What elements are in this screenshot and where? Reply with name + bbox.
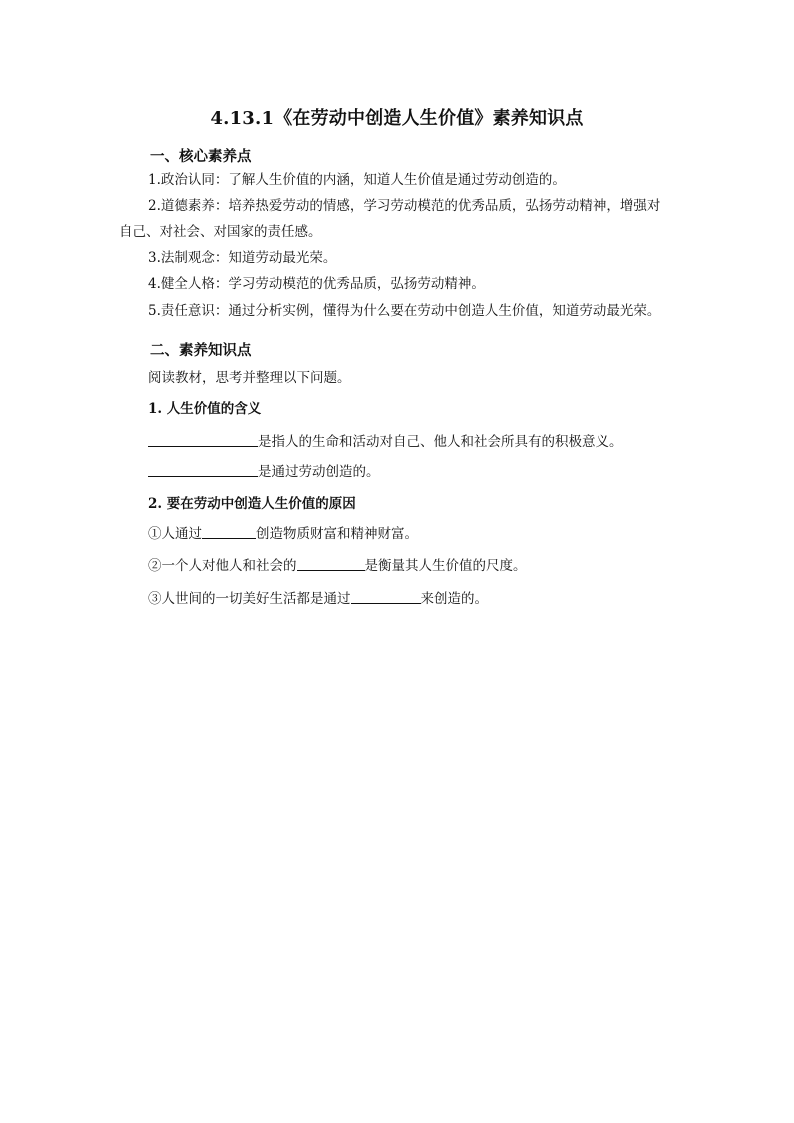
fill-blank[interactable] bbox=[351, 589, 421, 604]
core-item-2: 2.道德素养：培养热爱劳动的情感，学习劳动模范的优秀品质，弘扬劳动精神，增强对 bbox=[148, 198, 661, 214]
q1-line-1-text: 是指人的生命和活动对自己、他人和社会所具有的积极意义。 bbox=[258, 434, 623, 450]
core-item-5: 5.责任意识：通过分析实例，懂得为什么要在劳动中创造人生价值，知道劳动最光荣。 bbox=[148, 303, 661, 319]
fill-blank[interactable] bbox=[148, 432, 258, 447]
core-item-4: 4.健全人格：学习劳动模范的优秀品质，弘扬劳动精神。 bbox=[148, 276, 485, 292]
question-2-heading: 2. 要在劳动中创造人生价值的原因 bbox=[148, 496, 356, 512]
section-heading-knowledge: 二、素养知识点 bbox=[150, 342, 252, 359]
q2-a3-post: 来创造的。 bbox=[420, 591, 488, 607]
q2-a3-pre: ③人世间的一切美好生活都是通过 bbox=[148, 591, 351, 607]
q2-a2-pre: ②一个人对他人和社会的 bbox=[148, 558, 297, 574]
document-title: 4.13.1《在劳动中创造人生价值》素养知识点 bbox=[210, 108, 584, 129]
q2-a1-pre: ①人通过 bbox=[148, 526, 202, 542]
q2-a1-post: 创造物质财富和精神财富。 bbox=[256, 526, 418, 542]
fill-blank[interactable] bbox=[297, 556, 365, 571]
question-1-heading: 1. 人生价值的含义 bbox=[148, 401, 262, 417]
q2-answer-3 bbox=[148, 589, 488, 609]
fill-blank[interactable] bbox=[148, 462, 258, 477]
core-item-2-cont: 自己、对社会、对国家的责任感。 bbox=[119, 224, 322, 240]
q1-line-1 bbox=[148, 432, 623, 452]
q2-a2-post: 是衡量其人生价值的尺度。 bbox=[364, 558, 527, 574]
q1-line-2-text: 是通过劳动创造的。 bbox=[258, 464, 380, 480]
q2-answer-2 bbox=[148, 556, 527, 576]
core-item-3: 3.法制观念：知道劳动最光荣。 bbox=[148, 250, 337, 266]
fill-blank[interactable] bbox=[202, 524, 256, 539]
q1-line-2 bbox=[148, 462, 380, 482]
section-heading-core: 一、核心素养点 bbox=[150, 148, 252, 165]
reading-instruction: 阅读教材，思考并整理以下问题。 bbox=[148, 370, 351, 386]
q2-answer-1 bbox=[148, 524, 418, 544]
core-item-1: 1.政治认同：了解人生价值的内涵，知道人生价值是通过劳动创造的。 bbox=[148, 172, 566, 188]
